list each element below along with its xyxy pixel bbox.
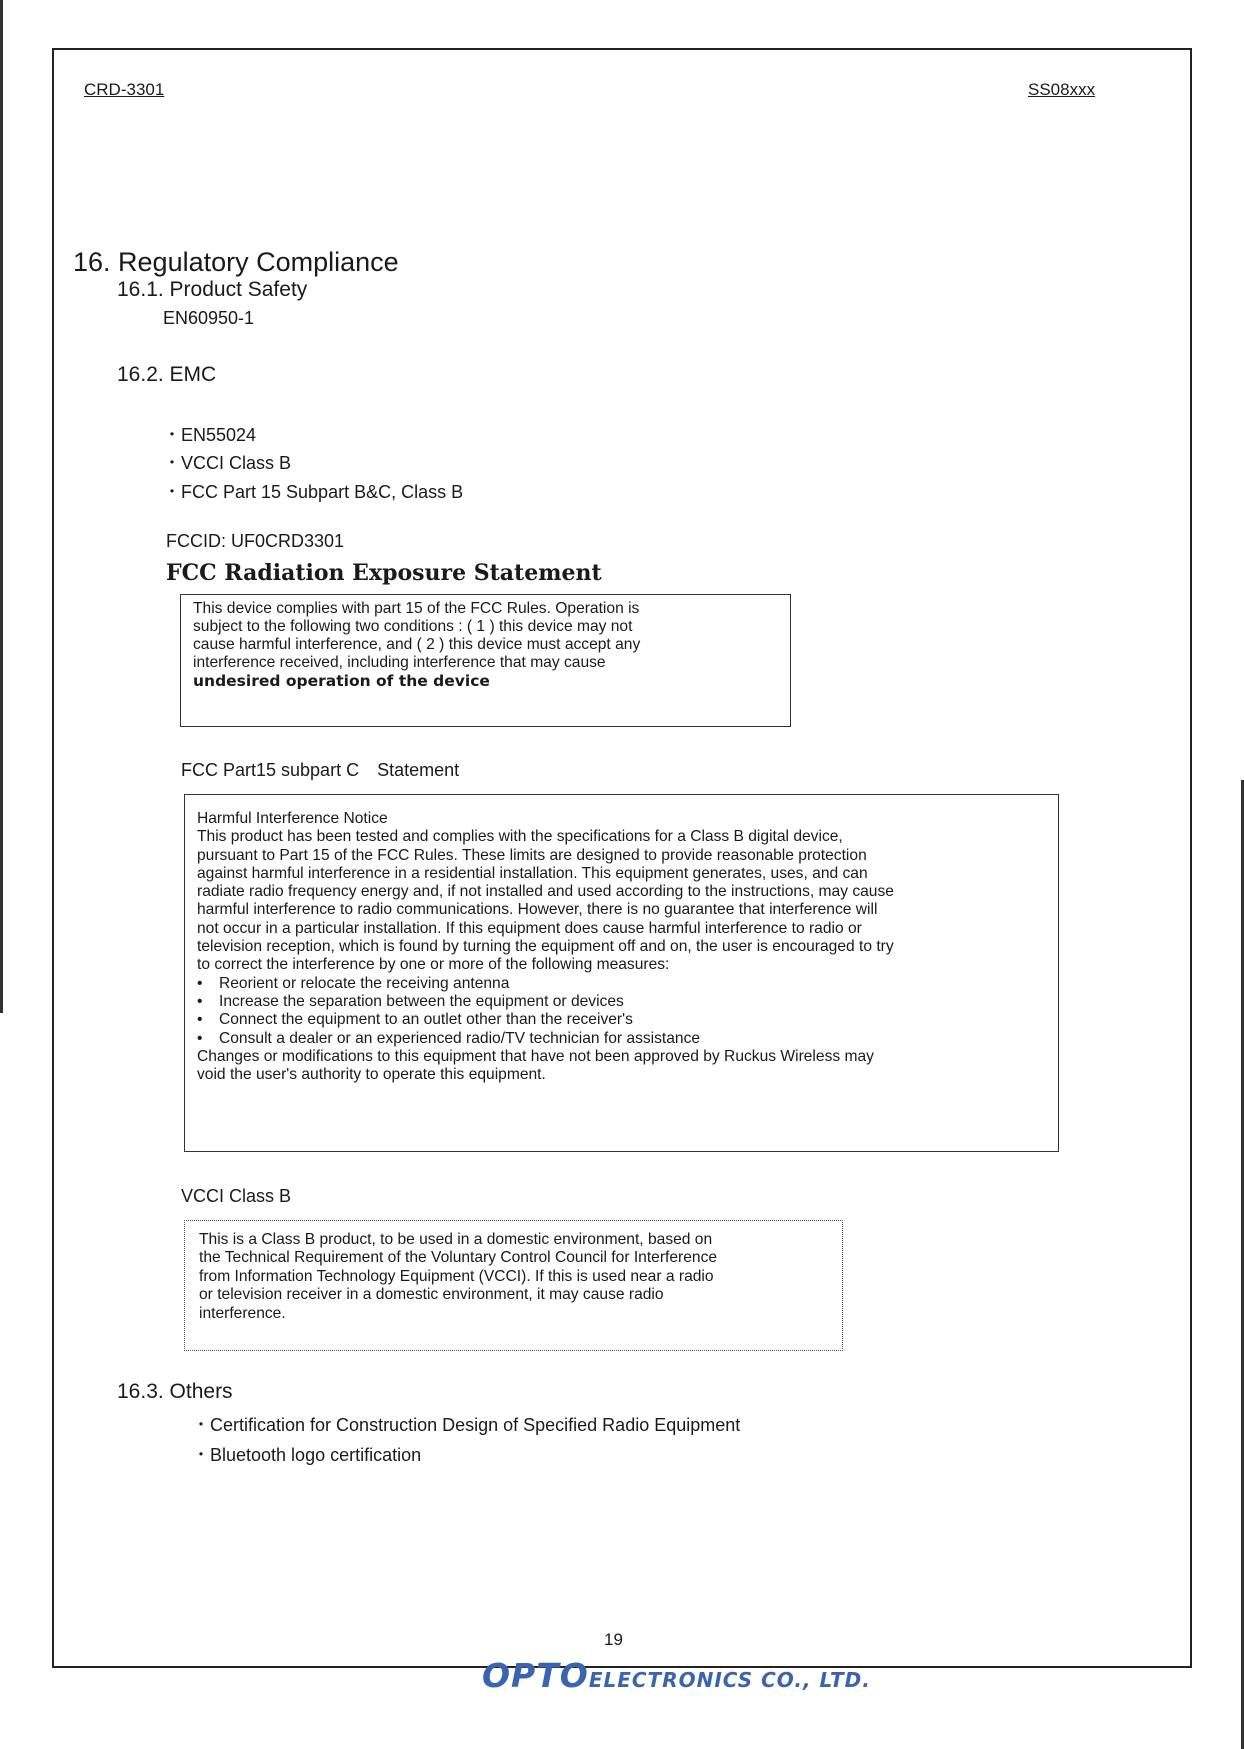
emc-item: ・VCCI Class B (163, 453, 292, 473)
vcci-line: the Technical Requirement of the Voluntary Control Council for Interference (199, 1249, 718, 1267)
vcci-line: or television receiver in a domestic environment, it may cause radio (199, 1286, 664, 1304)
notice-line: pursuant to Part 15 of the FCC Rules. These limits are designed to provide reasonable protection (197, 846, 867, 864)
vcci-line: interference. (199, 1304, 286, 1322)
measure-item: • Increase the separation between the equipment or devices (197, 992, 624, 1010)
measure-text: Reorient or relocate the receiving antenna (219, 974, 510, 992)
measure-text: Increase the separation between the equipment or devices (219, 992, 624, 1010)
page-number: 19 (604, 1630, 623, 1649)
notice-line: radiate radio frequency energy and, if not installed and used according to the instructions, may cause (197, 883, 894, 901)
vcci-box (184, 1220, 843, 1351)
scan-edge-left (0, 0, 3, 1013)
measure-item: • Reorient or relocate the receiving antenna (197, 974, 510, 992)
fccid: FCCID: UF0CRD3301 (166, 531, 345, 551)
radiation-line: This device complies with part 15 of the FCC Rules. Operation is (193, 600, 640, 617)
radiation-title: FCC Radiation Exposure Statement (166, 560, 602, 586)
emc-heading: 16.2. EMC (117, 363, 217, 386)
notice-line: not occur in a particular installation. If this equipment does cause harmful interference to radio or (197, 919, 862, 937)
notice-line: to correct the interference by one or more of the following measures: (197, 956, 670, 974)
measure-text: Consult a dealer or an experienced radio/TV technician for assistance (219, 1029, 701, 1047)
emc-item: ・FCC Part 15 Subpart B&C, Class B (163, 482, 464, 502)
product-safety-standard: EN60950-1 (163, 308, 255, 328)
vcci-line: from Information Technology Equipment (VCCI). If this is used near a radio (199, 1267, 714, 1285)
vcci-line: This is a Class B product, to be used in a domestic environment, based on (199, 1231, 713, 1248)
measure-text: Connect the equipment to an outlet other than the receiver's (219, 1011, 633, 1029)
product-safety-heading: 16.1. Product Safety (117, 278, 308, 301)
emc-item: ・EN55024 (163, 425, 257, 445)
radiation-line: cause harmful interference, and ( 2 ) this device must accept any (193, 636, 641, 653)
harmful-interference-box (184, 794, 1059, 1152)
radiation-line: interference received, including interference that may cause (193, 654, 606, 671)
radiation-statement-box (180, 594, 791, 727)
notice-line: television reception, which is found by turning the equipment off and on, the user is encouraged to try (197, 938, 894, 956)
notice-line: This product has been tested and complies with the specifications for a Class B digital device, (197, 828, 843, 846)
closing-line: void the user's authority to operate this equipment. (197, 1066, 546, 1084)
section-title: 16. Regulatory Compliance (73, 247, 399, 277)
measure-item: • Connect the equipment to an outlet other than the receiver's (197, 1011, 633, 1029)
part15c-title: FCC Part15 subpart C Statement (181, 760, 460, 780)
radiation-line: subject to the following two conditions : ( 1 ) this device may not (193, 618, 633, 635)
company-logo (482, 1656, 871, 1695)
notice-line: harmful interference to radio communications. However, there is no guarantee that interference will (197, 901, 878, 919)
others-item: ・Certification for Construction Design of Specified Radio Equipment (192, 1415, 741, 1435)
logo-electronics: ELECTRONICS CO., LTD. (588, 1668, 871, 1692)
measure-item: • Consult a dealer or an experienced radio/TV technician for assistance (197, 1029, 701, 1047)
others-item: ・Bluetooth logo certification (192, 1445, 422, 1465)
logo-opto: OPTO (482, 1656, 589, 1695)
doc-ref: SS08xxx (1028, 80, 1096, 99)
others-heading: 16.3. Others (117, 1380, 233, 1403)
closing-line: Changes or modifications to this equipment that have not been approved by Ruckus Wireless may (197, 1047, 874, 1065)
notice-line: against harmful interference in a residential installation. This equipment generates, uses, and can (197, 864, 868, 882)
notice-line: Harmful Interference Notice (197, 810, 388, 827)
doc-code: CRD-3301 (84, 80, 165, 99)
radiation-bold-line: undesired operation of the device (193, 672, 490, 690)
vcci-title: VCCI Class B (181, 1186, 292, 1206)
